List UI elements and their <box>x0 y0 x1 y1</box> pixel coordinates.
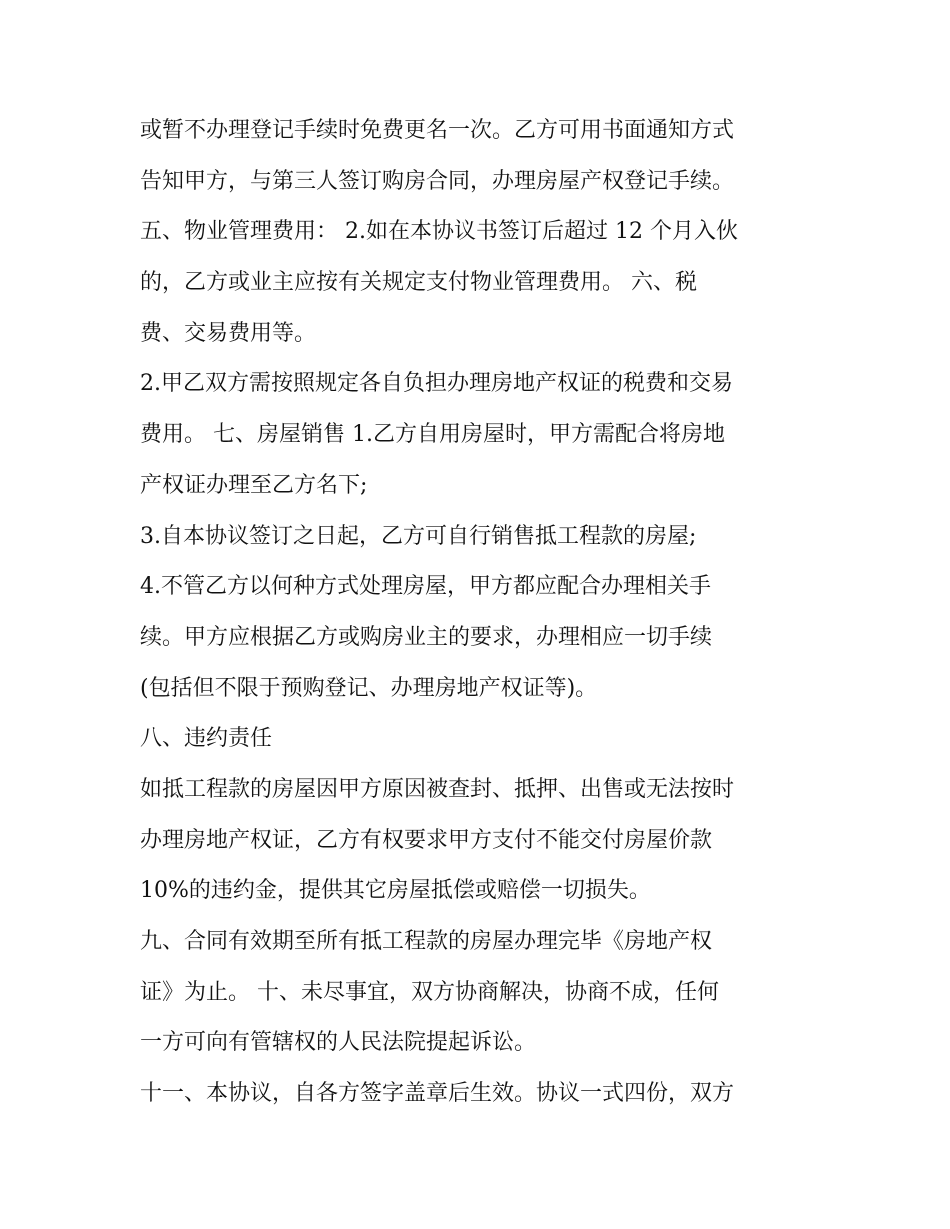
text-line: 一方可向有管辖权的人民法院提起诉讼。 <box>140 1030 537 1056</box>
section-heading: 八、违约责任 <box>140 726 273 752</box>
text-line: 或暂不办理登记手续时免费更名一次。乙方可用书面通知方式 <box>140 118 735 143</box>
text-line: 费用。 七、房屋销售 1.乙方自用房屋时，甲方需配合将房地 <box>140 422 725 448</box>
text-line: 九、合同有效期至所有抵工程款的房屋办理完毕《房地产权 <box>140 929 713 954</box>
text-line: 2.甲乙双方需按照规定各自负担办理房地产权证的税费和交易 <box>140 371 733 397</box>
text-line: 费、交易费用等。 <box>140 320 317 346</box>
text-line: 产权证办理至乙方名下; <box>140 472 368 498</box>
text-line: 续。甲方应根据乙方或购房业主的要求，办理相应一切手续 <box>140 624 713 650</box>
text-line: (包括但不限于预购登记、办理房地产权证等)。 <box>140 675 598 701</box>
text-line: 告知甲方，与第三人签订购房合同，办理房屋产权登记手续。 <box>140 168 735 194</box>
text-line: 10%的违约金，提供其它房屋抵偿或赔偿一切损失。 <box>140 878 651 904</box>
text-line: 十一、本协议，自各方签字盖章后生效。协议一式四份，双方 <box>140 1081 735 1107</box>
document-body <box>140 106 820 1120</box>
text-line: 证》为止。 十、未尽事宜，双方协商解决，协商不成，任何 <box>140 979 719 1005</box>
text-line: 五、物业管理费用： 2.如在本协议书签订后超过 12 个月入伙 <box>140 219 738 245</box>
text-line: 如抵工程款的房屋因甲方原因被查封、抵押、出售或无法按时 <box>140 776 735 802</box>
text-line: 4.不管乙方以何种方式处理房屋，甲方都应配合办理相关手 <box>140 574 711 600</box>
text-line: 的，乙方或业主应按有关规定支付物业管理费用。 六、税 <box>140 270 697 296</box>
text-line: 办理房地产权证，乙方有权要求甲方支付不能交付房屋价款 <box>140 827 713 853</box>
text-line: 3.自本协议签订之日起，乙方可自行销售抵工程款的房屋; <box>140 523 697 549</box>
